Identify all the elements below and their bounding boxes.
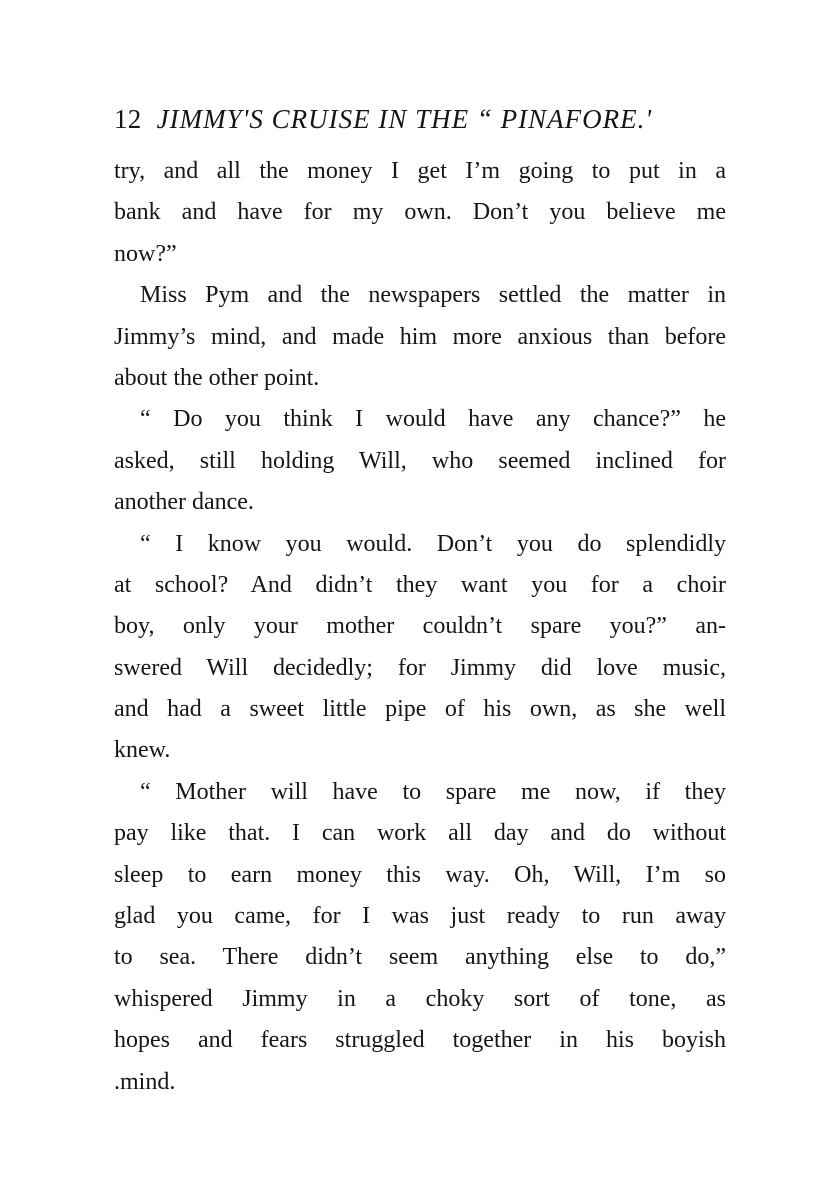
text-line: now?” [114,240,177,267]
body-text [114,151,726,1103]
text-line: bank and have for my own. Don’t you believe me [114,199,726,226]
page-number: 12 [114,104,142,134]
text-line: sleep to earn money this way. Oh, Will, I’m so [114,861,726,888]
text-line: another dance. [114,489,254,516]
text-line: at school? And didn’t they want you for a choir [114,571,726,598]
text-line: “ Do you think I would have any chance?” he [140,406,726,433]
text-line: .mind. [114,1068,176,1095]
text-line: “ I know you would. Don’t you do splendidly [140,530,726,557]
text-line: pay like that. I can work all day and do without [114,820,726,847]
running-title: JIMMY'S CRUISE IN THE “ PINAFORE.' [156,104,653,134]
text-line: Jimmy’s mind, and made him more anxious than before [114,323,726,350]
text-line: swered Will decidedly; for Jimmy did love music, [114,654,726,681]
text-line: knew. [114,737,171,764]
text-line: hopes and fears struggled together in his boyish [114,1027,726,1054]
text-line: glad you came, for I was just ready to run away [114,903,726,930]
text-line: “ Mother will have to spare me now, if they [140,778,726,805]
text-line: try, and all the money I get I’m going to put in a [114,158,726,184]
text-line: Miss Pym and the newspapers settled the matter in [140,282,726,309]
text-line: whispered Jimmy in a choky sort of tone, as [114,985,726,1012]
text-line: and had a sweet little pipe of his own, as she well [114,696,726,723]
text-line: asked, still holding Will, who seemed inclined for [114,447,726,474]
text-line: boy, only your mother couldn’t spare you?” an- [114,613,726,640]
text-line: to sea. There didn’t seem anything else to do,” [114,944,726,971]
running-header [114,102,734,136]
text-line: about the other point. [114,364,320,391]
